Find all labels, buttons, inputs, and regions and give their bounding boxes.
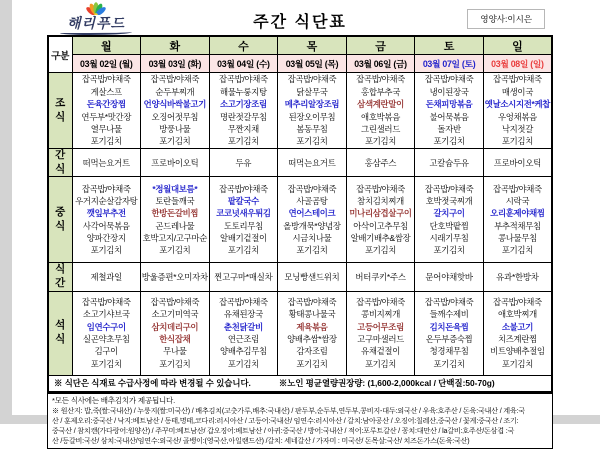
snack-cell: 프로바이오틱 [483, 149, 552, 177]
origin-note-line: ※ 원산지: 밥,죽(쌀:국내산) / 누룽지(쌀:미국산) / 배추김치(고춧가루,배추:국내산) / 판두부,순두부,연두부,콩비지-대두:외국산 / 우육:호주산 / 돈육:국내산 / 계육:국 [52, 407, 525, 416]
menu-item: 연어스테이크 [288, 208, 336, 219]
menu-item: 한식잡채 [159, 334, 191, 345]
menu-item: 무나물 [163, 346, 187, 357]
menu-item: 코코넛새우튀김 [216, 208, 271, 219]
menu-item: 언양식바싹불고기 [143, 99, 206, 110]
menu-item: 순두부찌개 [155, 86, 195, 97]
menu-cell [415, 177, 484, 263]
menu-cell [346, 177, 415, 263]
menu-item: 올방개묵*양념장 [283, 220, 341, 231]
menu-item: 양파간장지 [86, 233, 126, 244]
menu-item: 포기김치 [159, 136, 191, 147]
menu-item: 홍합부추국 [361, 86, 400, 97]
menu-item: 호박고지/고구마순 [142, 233, 208, 244]
menu-item: 포기김치 [227, 245, 259, 256]
menu-cell [278, 73, 347, 149]
menu-item: 돈육간장찜 [86, 99, 126, 110]
notice-row [48, 375, 552, 392]
menu-item: 포기김치 [501, 245, 534, 256]
day-name: 수 [209, 36, 278, 55]
menu-item: 단호박팥찜 [429, 220, 469, 231]
menu-cell [72, 291, 141, 375]
row-label-snack_pm: 식 간 [48, 263, 72, 291]
origin-notes-box [47, 393, 553, 449]
menu-cell [141, 177, 210, 263]
menu-item: 포기김치 [159, 245, 191, 256]
snack-cell: 두유 [209, 149, 278, 177]
menu-item: 삼치데리구이 [151, 321, 199, 332]
menu-item: 잡곡밥/야채죽 [493, 74, 542, 85]
nutritionist-badge: 영양사:이시은 [467, 9, 545, 29]
snack-cell: 유과*한방차 [483, 263, 552, 291]
menu-cell [209, 73, 278, 149]
menu-item: 황태콩나물국 [288, 309, 336, 320]
menu-item: 잡곡밥/야채죽 [219, 297, 268, 308]
menu-item: 치즈계란찜 [497, 334, 537, 345]
lunch-row [48, 177, 552, 263]
date-cell: 03월 03일 (화) [141, 55, 210, 73]
menu-item: 포기김치 [433, 358, 465, 369]
menu-item: 실곤약초무침 [82, 334, 130, 345]
menu-item: 명란젓갈무침 [220, 111, 267, 122]
menu-item: 삼색계란말이 [357, 99, 404, 110]
menu-item: 잡곡밥/야채죽 [219, 183, 268, 194]
menu-item: 해물누룽지탕 [220, 86, 267, 97]
menu-item: 잡곡밥/야채죽 [356, 297, 405, 308]
menu-item: 곤드레나물 [155, 220, 195, 231]
menu-item: 소불고기 [501, 321, 534, 332]
menu-item: 오징어젓무침 [151, 111, 199, 122]
snack-cell: 버터쿠키*주스 [346, 263, 415, 291]
snack-cell: 떠먹는요거트 [278, 149, 347, 177]
menu-item: 잡곡밥/야채죽 [493, 297, 542, 308]
menu-item: 포기김치 [364, 245, 397, 256]
menu-item: 돈채피망볶음 [425, 99, 473, 110]
menu-item: 포기김치 [227, 136, 259, 147]
snack-cell: 방울증편*오미자차 [141, 263, 210, 291]
menu-item: 포기김치 [90, 358, 122, 369]
menu-cell [141, 73, 210, 149]
date-cell: 03월 06일 (금) [346, 55, 415, 73]
row-label-snack_am: 간 식 [48, 149, 72, 177]
menu-item: 유채겉절이 [361, 346, 400, 357]
menu-item: 감자조림 [296, 346, 328, 357]
menu-item: 잡곡밥/야채죽 [287, 297, 337, 308]
menu-item: 잡곡밥/야채죽 [150, 297, 200, 308]
menu-item: 양배추김무침 [220, 346, 267, 357]
menu-item: 김구이 [94, 346, 118, 357]
snack-cell: 홍삼주스 [346, 149, 415, 177]
weekly-menu-table [47, 35, 553, 393]
notice-cell [48, 375, 552, 392]
menu-item: 임연수구이 [86, 321, 126, 332]
menu-item: 열무나물 [90, 123, 122, 134]
menu-item: 고구마샐러드 [357, 334, 404, 345]
date-cell: 03월 05일 (목) [278, 55, 347, 73]
menu-cell [346, 73, 415, 149]
menu-item: 잡곡밥/야채죽 [287, 74, 337, 85]
snack_pm-row [48, 263, 552, 291]
day-name: 월 [72, 36, 141, 55]
dinner-row [48, 291, 552, 375]
snack-cell: 고칼슘두유 [415, 149, 484, 177]
menu-item: 포기김치 [501, 358, 534, 369]
origin-note-line: *모든 식사에는 배추김치가 제공됩니다. [52, 395, 175, 405]
menu-item: 잡곡밥/야채죽 [81, 183, 131, 194]
day-name: 화 [141, 36, 210, 55]
menu-item: 봄동무침 [296, 123, 328, 134]
menu-item: 잡곡밥/야채죽 [356, 74, 405, 85]
origin-note-line: 산 /등갈비:국산/ 삼치:국내산/임연수:외국산/ 골뱅이:(영국산,아일랜드산) /갈치: 세네갈산 / 가자미 : 미국산/ 돈목살:국산/ 치즈돈가스(돈육:국산) [52, 437, 470, 446]
menu-item: 콩비지찌개 [361, 309, 400, 320]
menu-item: 호박젓국찌개 [425, 196, 473, 207]
menu-cell [483, 177, 552, 263]
menu-item: 잡곡밥/야채죽 [493, 183, 542, 194]
row-label-lunch: 중 식 [48, 177, 72, 263]
menu-item: 미나리삼겹살구이 [349, 208, 412, 219]
menu-item: 부추적채무침 [494, 220, 541, 231]
menu-item: 도토리무침 [223, 220, 263, 231]
menu-cell [209, 291, 278, 375]
menu-item: 제육볶음 [296, 321, 328, 332]
row-label-dinner: 석 식 [48, 291, 72, 375]
menu-cell [278, 291, 347, 375]
menu-item: 토란들깨국 [155, 196, 195, 207]
notice-change: ※ 식단은 식재료 수급사정에 따라 변경될 수 있습니다. [54, 378, 251, 389]
menu-item: 비트양배추절임 [490, 346, 545, 357]
date-cell: 03월 04일 (수) [209, 55, 278, 73]
menu-cell [415, 291, 484, 375]
menu-cell [483, 73, 552, 149]
menu-item: 된장오이무침 [288, 111, 336, 122]
menu-item: 잡곡밥/야채죽 [424, 297, 474, 308]
menu-item: 김치돈육찜 [429, 321, 469, 332]
menu-cell [278, 177, 347, 263]
menu-item: 시래기무침 [429, 233, 469, 244]
menu-item: 잡곡밥/야채죽 [81, 74, 131, 85]
menu-item: 불어묵볶음 [429, 111, 469, 122]
menu-item: 시락국 [505, 196, 530, 207]
origin-note-line: 중국산 / 참치캔(가다랑어:원양산) / 주꾸미:베트남산/ 갑오징어:베트남산 / 아귀:중국산 / 방어:국내산 / 적어:포루트갈산 / 꽁치:대만산 / la갈비:호주산/돈삼겹 :국 [52, 427, 515, 436]
menu-item: 사각어묵볶음 [82, 220, 130, 231]
date-cell: 03월 07일 (토) [415, 55, 484, 73]
menu-item: 포기김치 [364, 358, 397, 369]
menu-item: 포기김치 [296, 245, 328, 256]
day-name: 토 [415, 36, 484, 55]
menu-item: 잡곡밥/야채죽 [150, 74, 200, 85]
menu-item: 옛날소시지전*케찹 [484, 99, 551, 110]
menu-item: 방풍나물 [159, 123, 191, 134]
snack-cell: 제철과일 [72, 263, 141, 291]
menu-item: 시금치나물 [292, 233, 332, 244]
notice-calories: ※노인 평균열량권장량: (1,600-2,000kcal / 단백질:50-70g) [278, 378, 495, 389]
snack-cell: 문어야채핫바 [415, 263, 484, 291]
snack-cell: 프로바이오틱 [141, 149, 210, 177]
menu-item: 낙지젓갈 [501, 123, 534, 134]
menu-item: 들깨수제비 [429, 309, 469, 320]
menu-item: 사골곰탕 [296, 196, 328, 207]
menu-cell [346, 291, 415, 375]
menu-item: 애호박찌개 [497, 309, 537, 320]
menu-item: 메추리알장조림 [284, 99, 340, 110]
day-name: 목 [278, 36, 347, 55]
menu-cell [141, 291, 210, 375]
snack_am-row [48, 149, 552, 177]
menu-item: 포기김치 [90, 245, 122, 256]
menu-item: 그린샐러드 [361, 123, 400, 134]
menu-item: 고등어무조림 [357, 321, 404, 332]
page-margin-left [0, 0, 12, 424]
menu-item: 우엉채볶음 [497, 111, 537, 122]
menu-item: 콩나물무침 [497, 233, 537, 244]
menu-item: 잡곡밥/야채죽 [424, 74, 474, 85]
snack-cell: 떠먹는요거트 [72, 149, 141, 177]
menu-item: 우거지순살감자탕 [75, 196, 138, 207]
menu-item: 연두부*맛간장 [81, 111, 132, 122]
menu-cell [72, 177, 141, 263]
menu-item: 알배기배추&쌈장 [350, 233, 411, 244]
breakfast-row [48, 73, 552, 149]
menu-item: 게살스프 [90, 86, 122, 97]
logo-text: 해리푸드 [66, 15, 126, 31]
menu-item: 포기김치 [501, 136, 534, 147]
menu-item: 잡곡밥/야채죽 [424, 183, 474, 194]
menu-item: 한방돈갈비찜 [151, 208, 199, 219]
day-name: 금 [346, 36, 415, 55]
menu-item: 포기김치 [364, 136, 397, 147]
menu-item: 포기김치 [90, 136, 122, 147]
menu-item: 매생이국 [501, 86, 534, 97]
menu-item: 오리훈제야채찜 [490, 208, 545, 219]
menu-item: 돌자반 [437, 123, 461, 134]
menu-page [47, 4, 553, 449]
top-bar [47, 4, 553, 35]
snack-cell: 찐고구마*매실차 [209, 263, 278, 291]
date-row [48, 55, 552, 73]
day-name: 일 [483, 36, 552, 55]
menu-item: 포기김치 [433, 136, 465, 147]
menu-item: 소고기장조림 [220, 99, 267, 110]
origin-note-line: 산 / 훈제오리:중국산 / 낙지:베트남산 / 동태,명태,코다리:러시아산 / 고등어:국내산/ 임연수:러시아산 / 갈치:남아공산 / 오징어:칠레산,중국산 / 꽃게:중국산 / 조기: [52, 417, 519, 426]
menu-item: 팥칼국수 [227, 196, 259, 207]
page-title: 주간 식단표 [253, 14, 347, 31]
corner-label: 구분 [48, 36, 72, 73]
snack-cell: 모닝빵샌드위치 [278, 263, 347, 291]
menu-item: 유채된장국 [223, 309, 263, 320]
menu-item: 소고기샤브국 [82, 309, 130, 320]
menu-item: 포기김치 [433, 245, 465, 256]
date-cell: 03월 08일 (일) [483, 55, 552, 73]
menu-item: 양배추쌈*쌈장 [287, 334, 337, 345]
menu-item: *정월대보름* [152, 183, 198, 194]
menu-cell [483, 291, 552, 375]
menu-cell [72, 73, 141, 149]
menu-item: 갈치구이 [433, 208, 465, 219]
menu-item: 무짠지채 [227, 123, 259, 134]
menu-item: 잡곡밥/야채죽 [81, 297, 131, 308]
menu-item: 애호박볶음 [361, 111, 400, 122]
menu-cell [209, 177, 278, 263]
menu-cell [415, 73, 484, 149]
menu-item: 잡곡밥/야채죽 [219, 74, 268, 85]
menu-item: 포기김치 [227, 358, 259, 369]
menu-item: 아삭이고추무침 [353, 220, 408, 231]
menu-item: 포기김치 [296, 358, 328, 369]
menu-item: 연근조림 [227, 334, 259, 345]
menu-item: 잡곡밥/야채죽 [356, 183, 405, 194]
menu-item: 잡곡밥/야채죽 [287, 183, 337, 194]
menu-item: 포기김치 [296, 136, 328, 147]
row-label-breakfast: 조 식 [48, 73, 72, 149]
menu-item: 청경채무침 [429, 346, 469, 357]
menu-item: 소고기미역국 [151, 309, 199, 320]
menu-item: 깻잎부추전 [86, 208, 126, 219]
menu-item: 온두부증숙찜 [425, 334, 473, 345]
menu-item: 닭살무국 [296, 86, 328, 97]
menu-item: 춘천닭갈비 [223, 321, 263, 332]
date-cell: 03월 02일 (월) [72, 55, 141, 73]
menu-item: 포기김치 [159, 358, 191, 369]
menu-item: 참치김치찌개 [357, 196, 404, 207]
menu-item: 알배기겉절이 [220, 233, 267, 244]
day-header-row [48, 36, 552, 55]
menu-item: 냉이된장국 [429, 86, 469, 97]
